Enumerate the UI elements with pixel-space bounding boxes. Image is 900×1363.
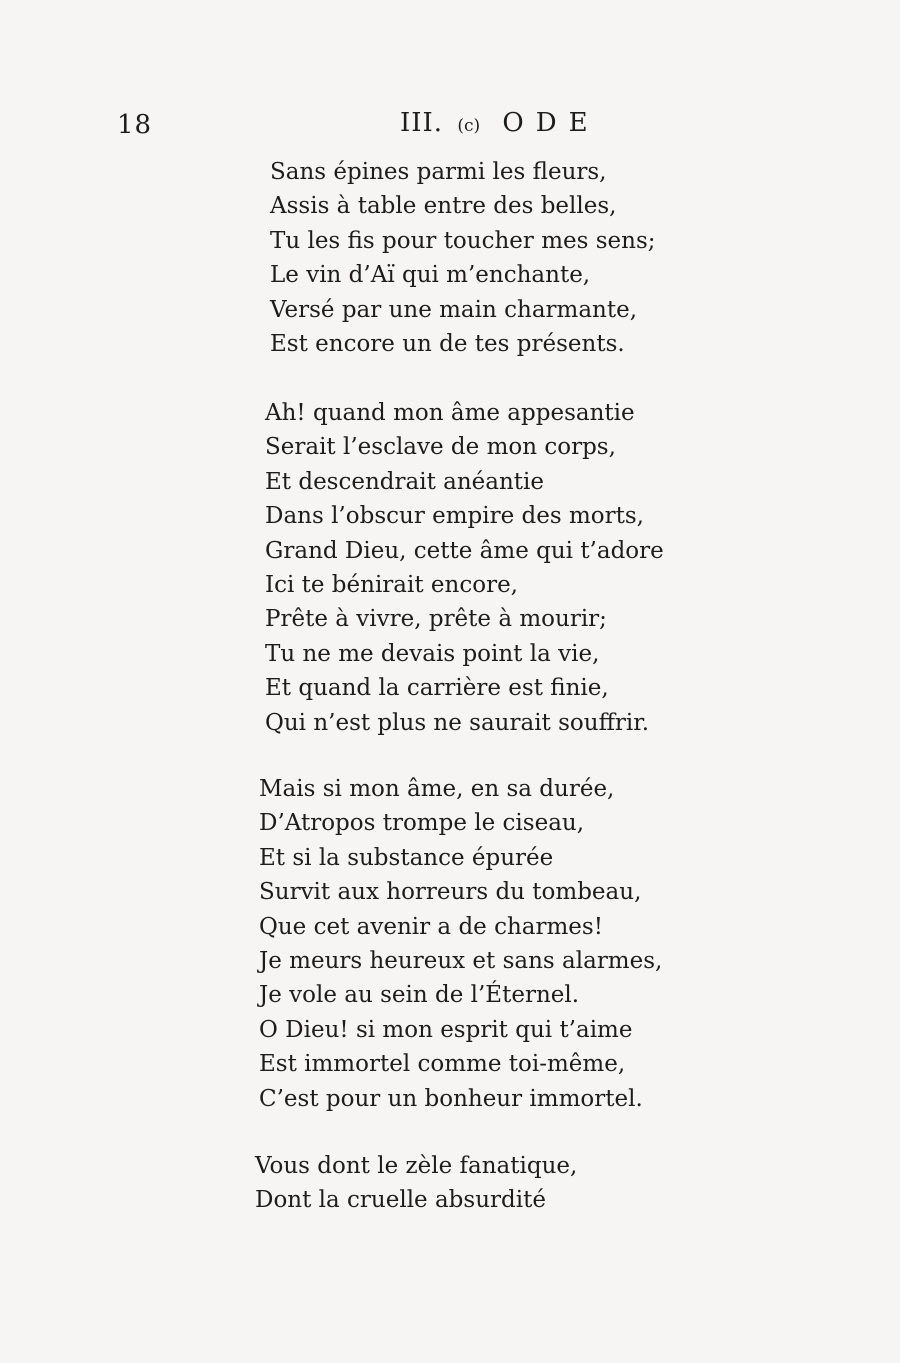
stanza-3 [259, 772, 662, 1116]
stanza-2 [265, 396, 664, 740]
poem-title: ODE [502, 108, 600, 138]
verse-line: Et descendrait anéantie [265, 468, 544, 495]
verse-line: Je vole au sein de l’Éternel. [259, 982, 580, 1009]
verse-line: Dans l’obscur empire des morts, [265, 503, 644, 530]
verse-line: Vous dont le zèle fanatique, [255, 1153, 578, 1179]
verse-line: Grand Dieu, cette âme qui t’adore [265, 537, 664, 564]
verse-line: Survit aux horreurs du tombeau, [259, 879, 642, 906]
verse-line: Et si la substance épurée [259, 844, 554, 871]
verse-line: Versé par une main charmante, [270, 296, 638, 323]
verse-line: Que cet avenir a de charmes! [259, 913, 603, 940]
verse-line: Est immortel comme toi-même, [259, 1051, 626, 1078]
verse-line: Prête à vivre, prête à mourir; [265, 606, 607, 633]
verse-line: Mais si mon âme, en sa durée, [259, 776, 615, 802]
verse-line: C’est pour un bonheur immortel. [259, 1085, 643, 1112]
section-number: III. [400, 108, 444, 138]
verse-line: Dont la cruelle absurdité [255, 1187, 546, 1214]
verse-line: Qui n’est plus ne saurait souffrir. [265, 709, 650, 736]
verse-line: O Dieu! si mon esprit qui t’aime [259, 1016, 633, 1043]
verse-line: Le vin d’Aï qui m’enchante, [270, 262, 591, 289]
verse-line: Tu ne me devais point la vie, [265, 640, 600, 667]
verse-line: Et quand la carrière est finie, [265, 675, 609, 702]
verse-line: Tu les fis pour toucher mes sens; [270, 227, 656, 254]
stanza-1 [270, 155, 656, 361]
verse-line: D’Atropos trompe le ciseau, [259, 810, 585, 837]
verse-line: Sans épines parmi les fleurs, [270, 159, 607, 185]
verse-line: Ah! quand mon âme appesantie [265, 400, 635, 426]
page-number: 18 [117, 110, 153, 140]
verse-line: Je meurs heureux et sans alarmes, [259, 948, 663, 975]
section-note: (c) [457, 116, 481, 136]
stanza-4 [255, 1149, 577, 1218]
verse-line: Ici te bénirait encore, [265, 572, 518, 599]
verse-line: Est encore un de tes présents. [270, 331, 625, 358]
verse-line: Assis à table entre des belles, [270, 193, 617, 220]
running-head [400, 108, 600, 138]
verse-line: Serait l’esclave de mon corps, [265, 434, 616, 461]
